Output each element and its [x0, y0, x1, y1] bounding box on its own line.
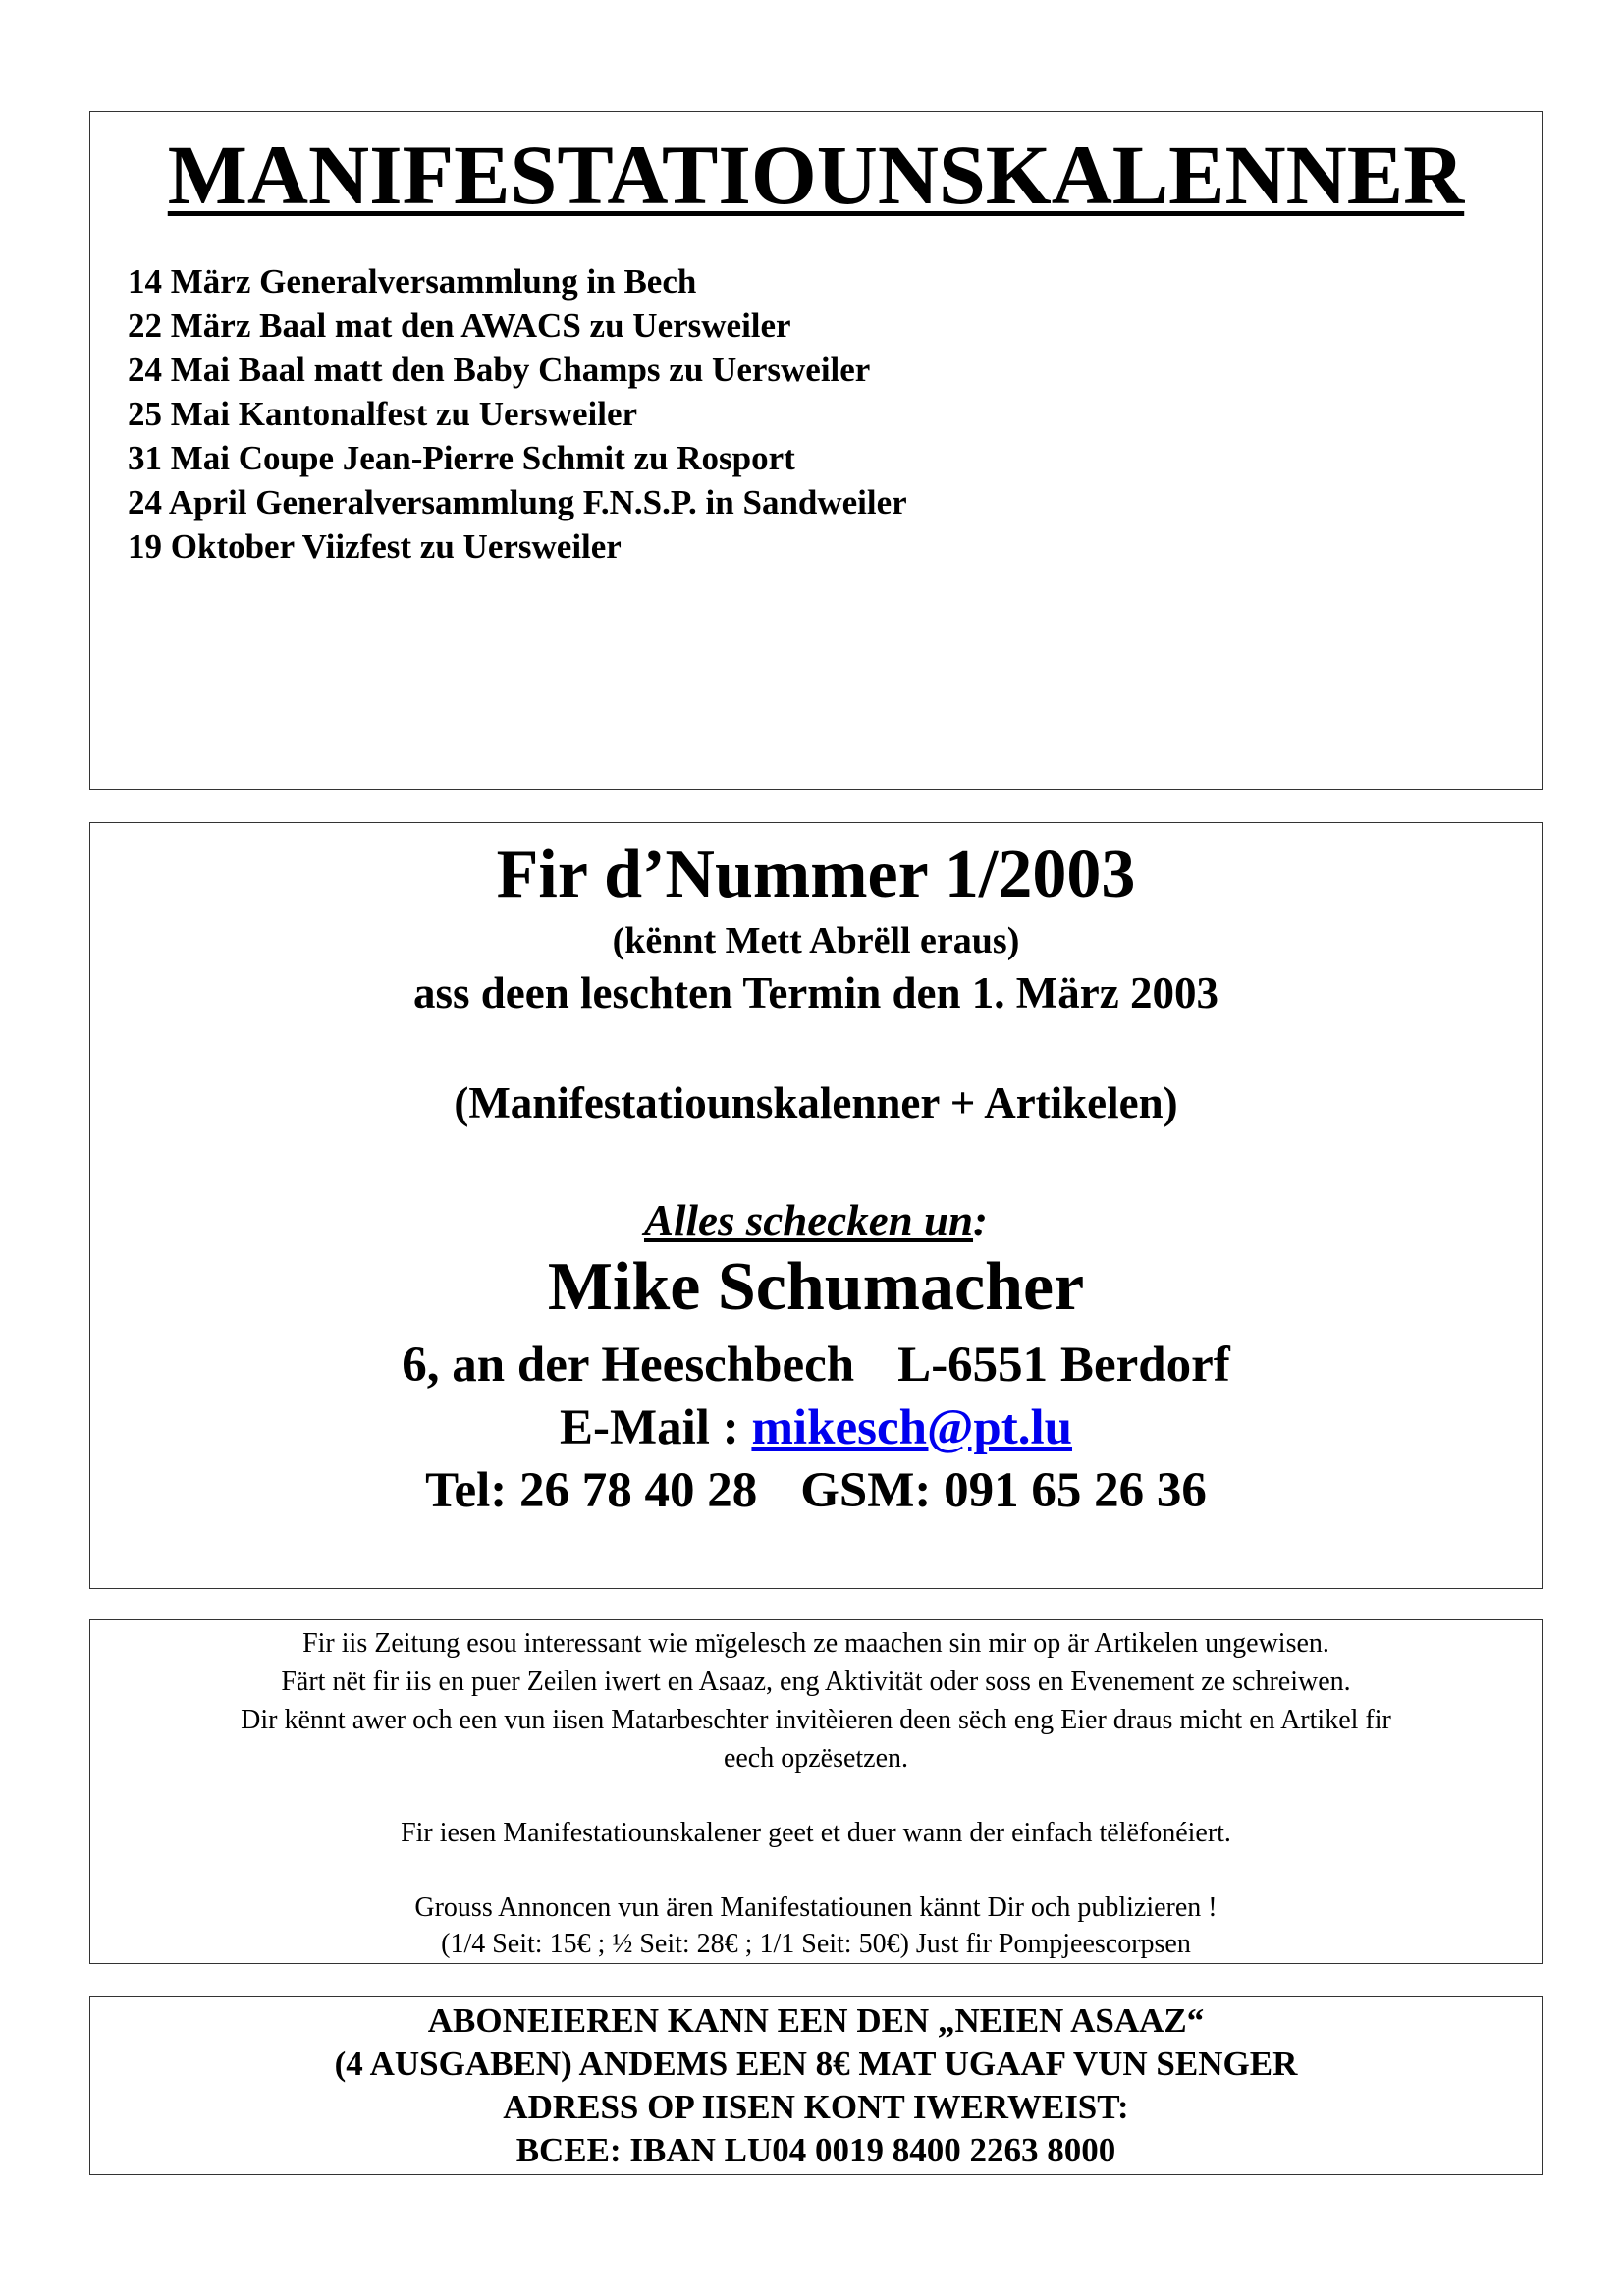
mobile-number: GSM: 091 65 26 36: [800, 1463, 1207, 1518]
contact-name: Mike Schumacher: [547, 1249, 1085, 1325]
calendar-title: [90, 126, 1542, 224]
contact-email-line: [90, 1396, 1542, 1459]
event-item: 22 März Baal mat den AWACS zu Uersweiler: [128, 306, 791, 345]
event-item: 31 Mai Coupe Jean-Pierre Schmit zu Rosport: [128, 439, 795, 477]
calendar-title-text: MANIFESTATIOUNSKALENNER: [167, 128, 1465, 222]
info-line: Dir kënnt awer och een vun iisen Matarbeschter invitèieren deen sëch eng Eier draus micht en Artikel fir: [241, 1705, 1391, 1735]
send-to-label: [90, 1192, 1542, 1249]
bank-account-line: BCEE: IBAN LU04 0019 8400 2263 8000: [515, 2131, 1116, 2169]
submission-box: [89, 822, 1543, 1589]
event-item: 25 Mai Kantonalfest zu Uersweiler: [128, 395, 638, 433]
info-line: Färt nët fir iis en puer Zeilen iwert en Asaaz, eng Aktivität oder soss en Evenement ze schreiwen.: [281, 1667, 1351, 1697]
subscription-line: ABONEIEREN KANN EEN DEN „NEIEN ASAAZ“: [427, 2001, 1205, 2040]
content-note: (Manifestatiounskalenner + Artikelen): [454, 1078, 1178, 1127]
info-line: Fir iesen Manifestatiounskalener geet et duer wann der einfach tëlëfonéiert.: [401, 1818, 1231, 1848]
email-label: E-Mail :: [559, 1400, 752, 1455]
info-line: Fir iis Zeitung esou interessant wie mïgelesch ze maachen sin mir op är Artikelen ungewisen.: [302, 1628, 1329, 1659]
info-box: [89, 1619, 1543, 1964]
info-line: Grouss Annoncen vun ären Manifestatiounen kännt Dir och publizieren !: [414, 1892, 1218, 1923]
send-to-text: Alles schecken un: [643, 1196, 974, 1245]
contact-phone-line: [90, 1459, 1542, 1522]
event-item: 19 Oktober Viizfest zu Uersweiler: [128, 527, 622, 566]
price-line: (1/4 Seit: 15€ ; ½ Seit: 28€ ; 1/1 Seit: 50€) Just fir Pompjeescorpsen: [441, 1929, 1191, 1959]
info-line: eech opzësetzen.: [723, 1743, 909, 1774]
contact-street: 6, an der Heeschbech: [402, 1338, 855, 1393]
send-to-colon: :: [973, 1196, 989, 1245]
subscription-box: [89, 1996, 1543, 2175]
appearance-note: (kënnt Mett Abrëll eraus): [612, 920, 1020, 961]
calendar-box: [89, 111, 1543, 790]
deadline-text: ass deen leschten Termin den 1. März 2003: [413, 968, 1218, 1017]
subscription-line: ADRESS OP IISEN KONT IWERWEIST:: [503, 2088, 1129, 2126]
event-item: 14 März Generalversammlung in Bech: [128, 262, 697, 301]
event-item: 24 April Generalversammlung F.N.S.P. in Sandweiler: [128, 483, 907, 521]
event-item: 24 Mai Baal matt den Baby Champs zu Uersweiler: [128, 351, 871, 389]
email-link[interactable]: mikesch@pt.lu: [751, 1400, 1073, 1455]
contact-address: [90, 1334, 1542, 1396]
issue-heading: Fir d’Nummer 1/2003: [496, 837, 1136, 912]
event-list: [128, 259, 907, 569]
contact-city: L-6551 Berdorf: [897, 1338, 1230, 1393]
phone-number: Tel: 26 78 40 28: [425, 1463, 758, 1518]
subscription-line: (4 AUSGABEN) ANDEMS EEN 8€ MAT UGAAF VUN SENGER: [334, 2045, 1298, 2083]
